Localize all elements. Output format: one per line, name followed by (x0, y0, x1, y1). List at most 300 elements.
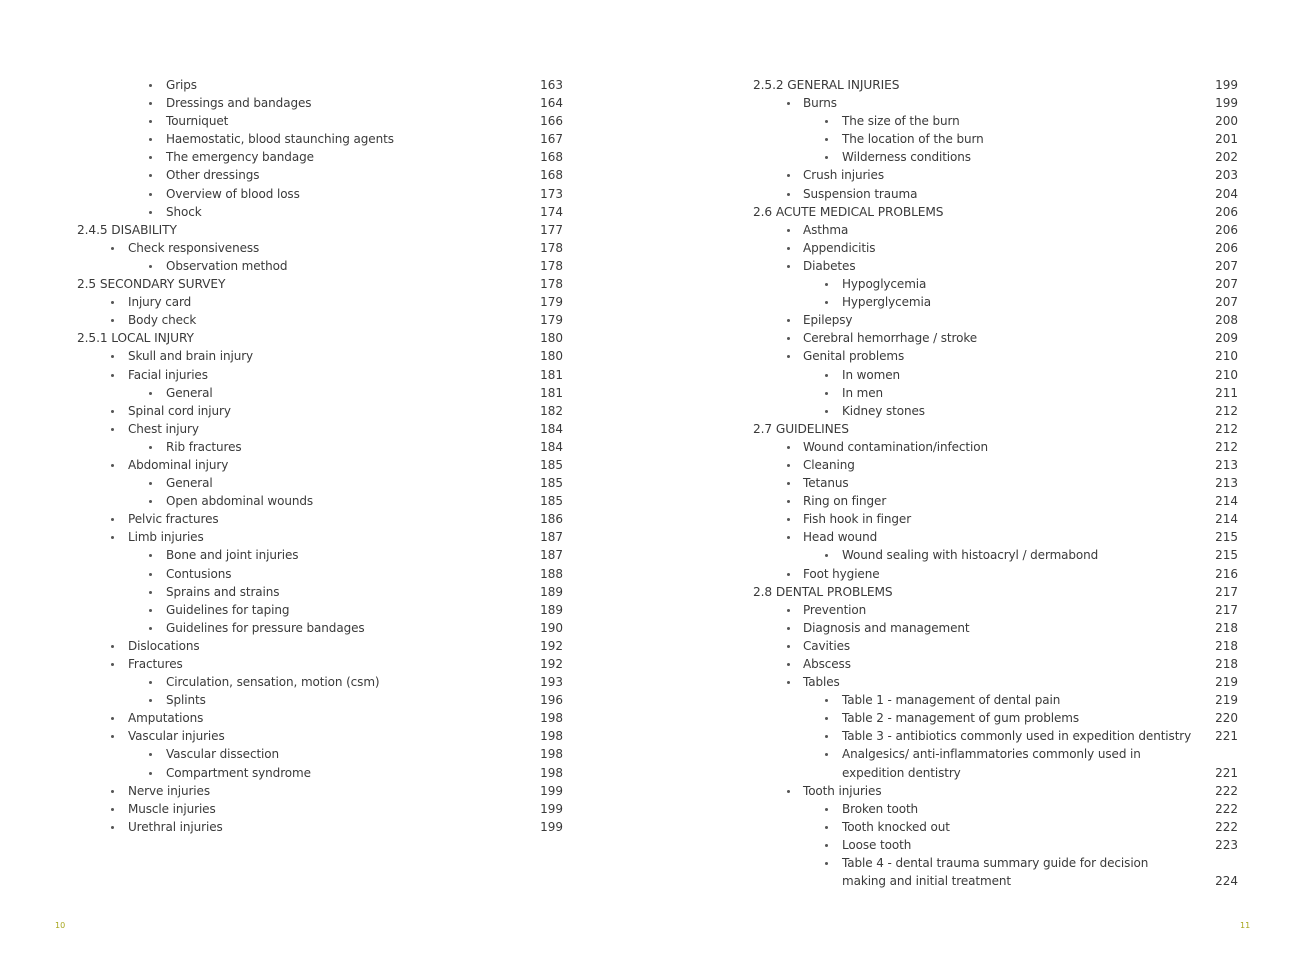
bullet-icon (787, 536, 790, 539)
bullet-icon (787, 446, 790, 449)
toc-left-column (0, 76, 650, 836)
bullet-icon (111, 645, 114, 648)
toc-entry-page-number: 180 (540, 349, 563, 364)
toc-list-right (676, 76, 1300, 890)
bullet-icon (111, 355, 114, 358)
toc-entry-page-number: 201 (1215, 132, 1238, 147)
toc-entry-label: Kidney stones (842, 403, 925, 418)
toc-entry-page-number: 222 (1215, 783, 1238, 798)
toc-entry-label: Appendicitis (803, 240, 876, 255)
toc-entry-label: Body check (128, 313, 197, 328)
toc-entry (676, 293, 1300, 311)
page-number-right: 11 (1240, 921, 1251, 930)
toc-entry-label: Check responsiveness (128, 240, 260, 255)
toc-entry (676, 727, 1300, 745)
bullet-icon (149, 627, 152, 630)
toc-entry-label: Genital problems (803, 349, 905, 364)
toc-entry-label: The location of the burn (842, 132, 984, 147)
toc-entry-page-number: 167 (540, 132, 563, 147)
toc-entry-page-number: 223 (1215, 837, 1238, 852)
toc-entry (676, 655, 1300, 673)
toc-entry-label: Crush injuries (803, 168, 884, 183)
toc-entry-page-number: 188 (540, 566, 563, 581)
toc-entry-label: Burns (803, 96, 837, 111)
toc-entry (0, 492, 650, 510)
bullet-icon (787, 645, 790, 648)
toc-entry-page-number: 218 (1215, 620, 1238, 635)
toc-entry-page-number: 207 (1215, 295, 1238, 310)
toc-entry-label: 2.5 SECONDARY SURVEY (77, 277, 226, 292)
toc-entry-label: Compartment syndrome (166, 765, 311, 780)
toc-section-heading (0, 329, 650, 347)
toc-section-heading (676, 76, 1300, 94)
toc-entry-page-number: 185 (540, 494, 563, 509)
toc-entry-label: Circulation, sensation, motion (csm) (166, 675, 380, 690)
toc-entry-page-number: 178 (540, 277, 563, 292)
toc-entry (676, 112, 1300, 130)
bullet-icon (149, 84, 152, 87)
toc-entry-label: Facial injuries (128, 367, 208, 382)
toc-entry-page-number: 204 (1215, 186, 1238, 201)
toc-entry (0, 745, 650, 763)
toc-entry-label: Observation method (166, 258, 288, 273)
toc-entry (676, 94, 1300, 112)
toc-entry (0, 818, 650, 836)
toc-entry-page-number: 218 (1215, 657, 1238, 671)
toc-entry (0, 510, 650, 528)
toc-entry-label: Tetanus (803, 476, 849, 491)
bullet-icon (111, 663, 114, 666)
toc-entry-page-number: 192 (540, 638, 563, 653)
toc-entry (676, 257, 1300, 275)
toc-list-left (0, 76, 650, 836)
toc-entry-page-number: 216 (1215, 566, 1238, 581)
toc-entry-label: Diagnosis and management (803, 620, 970, 635)
toc-entry-label: Rib fractures (166, 439, 242, 454)
bullet-icon (149, 138, 152, 141)
toc-entry-label: Fish hook in finger (803, 512, 912, 527)
toc-entry-label: The emergency bandage (166, 150, 314, 165)
toc-entry (676, 601, 1300, 619)
toc-entry-page-number: 213 (1215, 457, 1238, 472)
toc-entry-label: Hyperglycemia (842, 295, 931, 310)
toc-entry (0, 546, 650, 564)
toc-entry (0, 583, 650, 601)
toc-entry (0, 709, 650, 727)
toc-entry-page-number: 179 (540, 313, 563, 328)
toc-entry (676, 854, 1300, 890)
toc-entry (676, 275, 1300, 293)
bullet-icon (111, 410, 114, 413)
toc-entry-label: Skull and brain injury (128, 349, 254, 364)
bullet-icon (825, 392, 828, 395)
toc-entry (676, 637, 1300, 655)
toc-entry-label: General (166, 385, 213, 400)
bullet-icon (787, 482, 790, 485)
toc-entry-label: Tooth knocked out (842, 819, 950, 834)
toc-entry-page-number: 184 (540, 439, 563, 454)
bullet-icon (149, 102, 152, 105)
toc-entry (676, 800, 1300, 818)
toc-entry-label: Overview of blood loss (166, 186, 300, 201)
toc-entry (676, 510, 1300, 528)
toc-entry-page-number: 199 (540, 801, 563, 816)
toc-entry-page-number: 198 (540, 747, 563, 762)
toc-entry-page-number: 221 (1215, 729, 1238, 744)
bullet-icon (111, 826, 114, 829)
bullet-icon (111, 790, 114, 793)
toc-entry-page-number: 219 (1215, 693, 1238, 708)
toc-entry-label: 2.5.1 LOCAL INJURY (77, 331, 194, 346)
toc-entry-page-number: 221 (1215, 765, 1238, 780)
bullet-icon (825, 826, 828, 829)
toc-entry-page-number: 181 (540, 367, 563, 382)
toc-entry-page-number: 189 (540, 584, 563, 599)
bullet-icon (825, 735, 828, 738)
toc-entry-label: Tooth injuries (803, 783, 882, 798)
toc-entry (0, 112, 650, 130)
toc-entry-page-number: 199 (540, 819, 563, 834)
toc-section-heading (0, 275, 650, 293)
toc-entry (0, 782, 650, 800)
bullet-icon (787, 265, 790, 268)
toc-entry (0, 528, 650, 546)
bullet-icon (149, 591, 152, 594)
toc-entry (0, 601, 650, 619)
toc-entry (676, 546, 1300, 564)
bullet-icon (111, 374, 114, 377)
bullet-icon (149, 772, 152, 775)
toc-entry (676, 221, 1300, 239)
toc-entry-label: Head wound (803, 530, 878, 545)
bullet-icon (111, 717, 114, 720)
bullet-icon (825, 699, 828, 702)
toc-entry-label: Table 1 - management of dental pain (842, 693, 1061, 708)
toc-entry-page-number: 212 (1215, 421, 1238, 436)
bullet-icon (825, 138, 828, 141)
toc-entry-label: Bone and joint injuries (166, 548, 299, 563)
toc-entry-label: Prevention (803, 602, 867, 617)
bullet-icon (111, 518, 114, 521)
toc-entry (676, 492, 1300, 510)
bullet-icon (825, 410, 828, 413)
toc-entry (676, 836, 1300, 854)
bullet-icon (825, 717, 828, 720)
toc-entry-page-number: 163 (540, 78, 563, 92)
toc-entry-page-number: 186 (540, 512, 563, 527)
toc-entry-page-number: 198 (540, 729, 563, 744)
toc-entry-page-number: 199 (540, 783, 563, 798)
toc-entry-page-number: 187 (540, 548, 563, 563)
bullet-icon (787, 319, 790, 322)
toc-entry-label: Diabetes (803, 258, 856, 273)
bullet-icon (825, 374, 828, 377)
toc-entry-label: Grips (166, 78, 197, 92)
toc-entry-label: 2.8 DENTAL PROBLEMS (753, 584, 893, 599)
toc-entry-page-number: 214 (1215, 494, 1238, 509)
toc-entry (0, 185, 650, 203)
toc-section-heading (676, 583, 1300, 601)
toc-entry-page-number: 198 (540, 711, 563, 726)
toc-entry (0, 637, 650, 655)
toc-entry-label: Tourniquet (166, 114, 229, 129)
bullet-icon (787, 663, 790, 666)
toc-entry-page-number: 219 (1215, 675, 1238, 690)
toc-entry-page-number: 203 (1215, 168, 1238, 183)
toc-entry-page-number: 164 (540, 96, 563, 111)
toc-entry (676, 239, 1300, 257)
bullet-icon (149, 446, 152, 449)
toc-entry-page-number: 213 (1215, 476, 1238, 491)
bullet-icon (825, 120, 828, 123)
toc-entry-label: Open abdominal wounds (166, 494, 314, 509)
toc-entry-label: Nerve injuries (128, 783, 210, 798)
toc-entry-label: Abscess (803, 657, 851, 671)
toc-entry-label: Foot hygiene (803, 566, 880, 581)
bullet-icon (787, 790, 790, 793)
toc-entry (676, 818, 1300, 836)
toc-entry-page-number: 192 (540, 657, 563, 671)
bullet-icon (149, 211, 152, 214)
toc-entry (676, 185, 1300, 203)
bullet-icon (111, 808, 114, 811)
bullet-icon (825, 808, 828, 811)
bullet-icon (111, 735, 114, 738)
toc-entry-page-number: 185 (540, 476, 563, 491)
toc-section-heading (676, 420, 1300, 438)
bullet-icon (149, 193, 152, 196)
bullet-icon (787, 573, 790, 576)
toc-entry-label: Haemostatic, blood staunching agents (166, 132, 394, 147)
toc-entry (676, 673, 1300, 691)
toc-entry-page-number: 190 (540, 620, 563, 635)
toc-entry (0, 293, 650, 311)
toc-entry-label: Hypoglycemia (842, 277, 927, 292)
toc-entry-label: Cleaning (803, 457, 855, 472)
toc-entry-label: The size of the burn (842, 114, 960, 129)
toc-entry-page-number: 211 (1215, 385, 1238, 400)
toc-entry (0, 456, 650, 474)
toc-entry-page-number: 222 (1215, 801, 1238, 816)
bullet-icon (787, 247, 790, 250)
toc-entry (676, 311, 1300, 329)
toc-entry-page-number: 182 (540, 403, 563, 418)
toc-section-heading (0, 221, 650, 239)
toc-entry (676, 709, 1300, 727)
toc-entry (0, 619, 650, 637)
toc-entry-label: Guidelines for taping (166, 602, 290, 617)
toc-section-heading (676, 203, 1300, 221)
toc-entry-page-number: 207 (1215, 258, 1238, 273)
toc-entry-page-number: 168 (540, 168, 563, 183)
toc-entry-label: Splints (166, 693, 206, 708)
toc-entry-label: In women (842, 367, 900, 382)
toc-entry-label: Abdominal injury (128, 457, 229, 472)
toc-entry-page-number: 222 (1215, 819, 1238, 834)
toc-entry-page-number: 178 (540, 240, 563, 255)
bullet-icon (149, 573, 152, 576)
bullet-icon (149, 681, 152, 684)
toc-entry (0, 800, 650, 818)
toc-entry (676, 166, 1300, 184)
toc-entry-label: Chest injury (128, 421, 199, 436)
toc-entry (0, 438, 650, 456)
toc-entry-label: Vascular injuries (128, 729, 225, 744)
toc-entry (0, 166, 650, 184)
toc-entry-page-number: 181 (540, 385, 563, 400)
toc-entry-page-number: 218 (1215, 638, 1238, 653)
bullet-icon (825, 844, 828, 847)
bullet-icon (149, 554, 152, 557)
bullet-icon (149, 609, 152, 612)
toc-entry (0, 347, 650, 365)
toc-entry-page-number: 206 (1215, 222, 1238, 237)
toc-entry-page-number: 212 (1215, 403, 1238, 418)
toc-entry-page-number: 200 (1215, 114, 1238, 129)
toc-entry-page-number: 179 (540, 295, 563, 310)
toc-entry-label: Vascular dissection (166, 747, 280, 762)
toc-entry-label: Fractures (128, 657, 183, 671)
toc-entry (676, 474, 1300, 492)
toc-entry-label: General (166, 476, 213, 491)
toc-entry-label: Table 2 - management of gum problems (842, 711, 1080, 726)
toc-entry (0, 311, 650, 329)
toc-entry-label: Wound contamination/infection (803, 439, 988, 454)
toc-entry (0, 474, 650, 492)
bullet-icon (111, 319, 114, 322)
bullet-icon (149, 699, 152, 702)
bullet-icon (787, 609, 790, 612)
toc-entry (676, 148, 1300, 166)
toc-entry (676, 366, 1300, 384)
toc-entry-label: Tables (803, 675, 840, 690)
toc-entry-label: Amputations (128, 711, 204, 726)
toc-entry-page-number: 187 (540, 530, 563, 545)
toc-entry (0, 764, 650, 782)
bullet-icon (149, 392, 152, 395)
toc-entry-label: Sprains and strains (166, 584, 280, 599)
toc-entry-page-number: 168 (540, 150, 563, 165)
bullet-icon (149, 265, 152, 268)
toc-entry (0, 727, 650, 745)
toc-entry-page-number: 212 (1215, 439, 1238, 454)
bullet-icon (825, 554, 828, 557)
toc-entry-label: Epilepsy (803, 313, 853, 328)
toc-entry-page-number: 209 (1215, 331, 1238, 346)
bullet-icon (825, 301, 828, 304)
toc-entry-label: Other dressings (166, 168, 260, 183)
toc-entry-label: Shock (166, 204, 202, 219)
toc-entry-page-number: 215 (1215, 548, 1238, 563)
toc-entry (676, 384, 1300, 402)
toc-entry-page-number: 207 (1215, 277, 1238, 292)
toc-entry (0, 366, 650, 384)
toc-entry (676, 782, 1300, 800)
toc-entry-label: Dressings and bandages (166, 96, 312, 111)
toc-entry-label: Analgesics/ anti-inflammatories commonly used in expedition dentistry (842, 747, 1141, 780)
toc-entry-page-number: 184 (540, 421, 563, 436)
toc-entry-label: Broken tooth (842, 801, 919, 816)
bullet-icon (149, 120, 152, 123)
toc-entry (676, 745, 1300, 781)
toc-entry-page-number: 215 (1215, 530, 1238, 545)
toc-entry-page-number: 217 (1215, 584, 1238, 599)
toc-entry-page-number: 189 (540, 602, 563, 617)
bullet-icon (149, 753, 152, 756)
toc-entry (676, 402, 1300, 420)
toc-entry-page-number: 193 (540, 675, 563, 690)
toc-entry-label: Limb injuries (128, 530, 204, 545)
bullet-icon (111, 247, 114, 250)
bullet-icon (149, 500, 152, 503)
toc-entry (0, 673, 650, 691)
bullet-icon (149, 156, 152, 159)
toc-entry (0, 565, 650, 583)
bullet-icon (787, 627, 790, 630)
toc-entry (0, 76, 650, 94)
toc-entry-label: Suspension trauma (803, 186, 918, 201)
toc-entry-page-number: 185 (540, 457, 563, 472)
toc-entry (676, 619, 1300, 637)
toc-entry-page-number: 198 (540, 765, 563, 780)
bullet-icon (149, 174, 152, 177)
toc-entry-page-number: 199 (1215, 78, 1238, 92)
toc-entry-page-number: 210 (1215, 367, 1238, 382)
toc-entry-label: Muscle injuries (128, 801, 216, 816)
toc-entry (0, 691, 650, 709)
toc-entry-page-number: 174 (540, 204, 563, 219)
bullet-icon (787, 500, 790, 503)
bullet-icon (111, 301, 114, 304)
toc-entry-page-number: 208 (1215, 313, 1238, 328)
toc-entry-label: Cavities (803, 638, 851, 653)
toc-entry-page-number: 173 (540, 186, 563, 201)
bullet-icon (787, 102, 790, 105)
toc-entry-page-number: 202 (1215, 150, 1238, 165)
toc-entry (0, 203, 650, 221)
toc-entry-label: Pelvic fractures (128, 512, 219, 527)
bullet-icon (787, 337, 790, 340)
toc-entry-page-number: 166 (540, 114, 563, 129)
toc-entry (676, 130, 1300, 148)
toc-entry-label: Table 4 - dental trauma summary guide for decision making and initial treatment (842, 856, 1149, 889)
toc-entry-page-number: 220 (1215, 711, 1238, 726)
toc-entry-label: Loose tooth (842, 837, 912, 852)
bullet-icon (111, 536, 114, 539)
toc-entry (0, 148, 650, 166)
toc-entry-page-number: 210 (1215, 349, 1238, 364)
toc-entry (676, 438, 1300, 456)
toc-entry-label: Cerebral hemorrhage / stroke (803, 331, 978, 346)
toc-entry (676, 347, 1300, 365)
page-number-left: 10 (55, 921, 66, 930)
toc-entry-label: Ring on finger (803, 494, 887, 509)
toc-entry (0, 257, 650, 275)
toc-entry-label: 2.7 GUIDELINES (753, 421, 849, 436)
toc-entry-page-number: 178 (540, 258, 563, 273)
toc-entry (0, 402, 650, 420)
toc-entry-label: Wound sealing with histoacryl / dermabond (842, 548, 1099, 563)
bullet-icon (825, 283, 828, 286)
toc-entry (0, 130, 650, 148)
toc-entry-page-number: 177 (540, 222, 563, 237)
toc-entry-label: Guidelines for pressure bandages (166, 620, 365, 635)
toc-entry-label: 2.5.2 GENERAL INJURIES (753, 78, 900, 92)
toc-entry-label: Wilderness conditions (842, 150, 971, 165)
toc-right-column (676, 76, 1300, 890)
toc-entry-label: Spinal cord injury (128, 403, 231, 418)
toc-entry-page-number: 224 (1215, 874, 1238, 889)
